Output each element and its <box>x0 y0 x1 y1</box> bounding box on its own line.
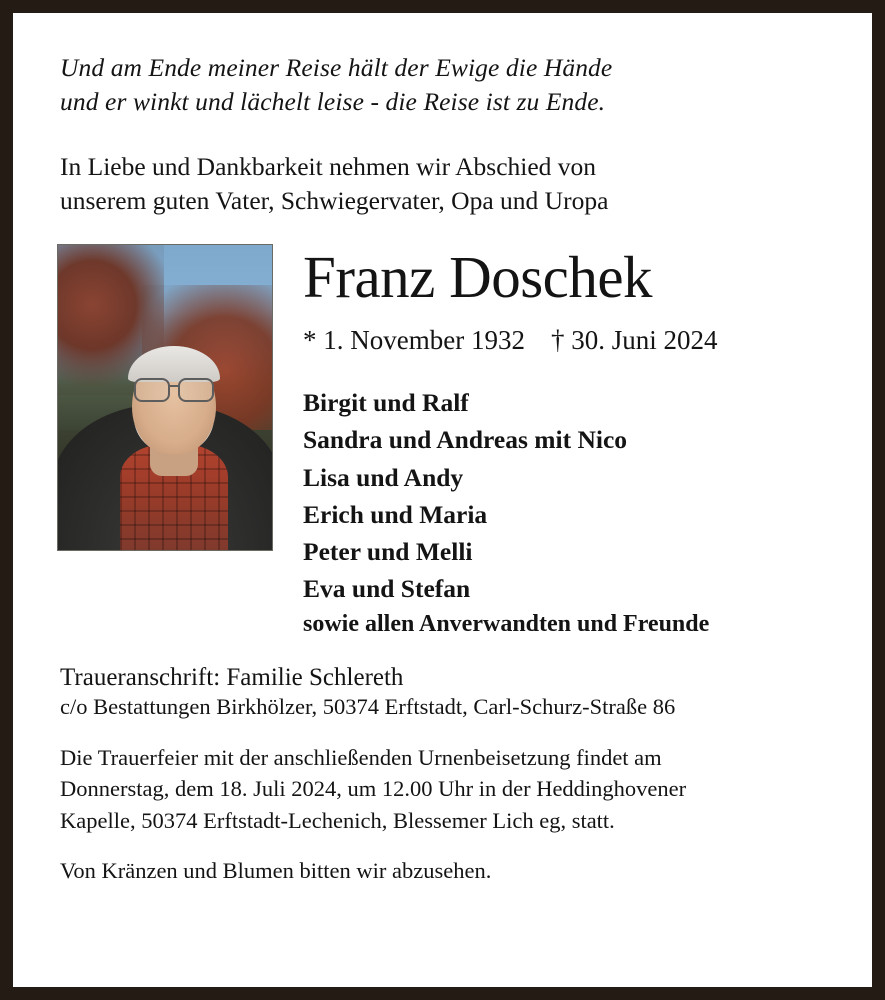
ceremony-line-1: Die Trauerfeier mit der anschließenden Urnenbeisetzung findet am <box>60 745 662 771</box>
list-item: Erich und Maria <box>303 499 488 529</box>
intro-line-2: unserem guten Vater, Schwiegervater, Opa und Uropa <box>60 185 609 215</box>
intro-block <box>60 150 832 217</box>
glasses-icon <box>132 378 216 398</box>
portrait-photo <box>57 244 273 551</box>
closing-note: Von Kränzen und Blumen bitten wir abzusehen. <box>60 857 492 883</box>
portrait-and-names-row <box>53 242 832 642</box>
survivors-closing-line: sowie allen Anverwandten und Freunde <box>303 611 710 638</box>
list-item: Eva und Stefan <box>303 574 471 604</box>
portrait-photo-wrapper <box>53 242 275 642</box>
glasses-bridge <box>168 385 180 387</box>
glasses-lens-left <box>134 378 170 402</box>
list-item: Peter und Melli <box>303 536 473 566</box>
ceremony-line-2: Donnerstag, dem 18. Juli 2024, um 12.00 Uhr in der Heddinghovener <box>60 776 687 802</box>
list-item: Birgit und Ralf <box>303 388 469 418</box>
ceremony-details <box>60 742 832 835</box>
life-dates <box>303 325 832 356</box>
glasses-lens-right <box>178 378 214 402</box>
obituary-inner-frame <box>11 11 874 989</box>
birth-date: * 1. November 1932 <box>303 325 525 356</box>
mourning-address-title: Traueranschrift: Familie Schlereth <box>60 664 404 692</box>
survivors-list <box>303 384 832 642</box>
intro-line-1: In Liebe und Dankbarkeit nehmen wir Abschied von <box>60 151 597 181</box>
verse-block <box>60 51 832 120</box>
mourning-address-line: c/o Bestattungen Birkhölzer, 50374 Erftstadt, Carl-Schurz-Straße 86 <box>60 694 676 720</box>
verse-line-1: Und am Ende meiner Reise hält der Ewige die Hände <box>60 53 613 82</box>
death-date: † 30. Juni 2024 <box>550 325 718 356</box>
deceased-name: Franz Doschek <box>303 244 653 311</box>
list-item: Sandra und Andreas mit Nico <box>303 425 628 455</box>
names-column <box>275 242 832 642</box>
ceremony-line-3: Kapelle, 50374 Erftstadt-Lechenich, Blessemer Lich eg, statt. <box>60 807 615 833</box>
footer-block <box>60 664 832 883</box>
list-item: Lisa und Andy <box>303 462 464 492</box>
verse-line-2: und er winkt und lächelt leise - die Reise ist zu Ende. <box>60 87 606 117</box>
